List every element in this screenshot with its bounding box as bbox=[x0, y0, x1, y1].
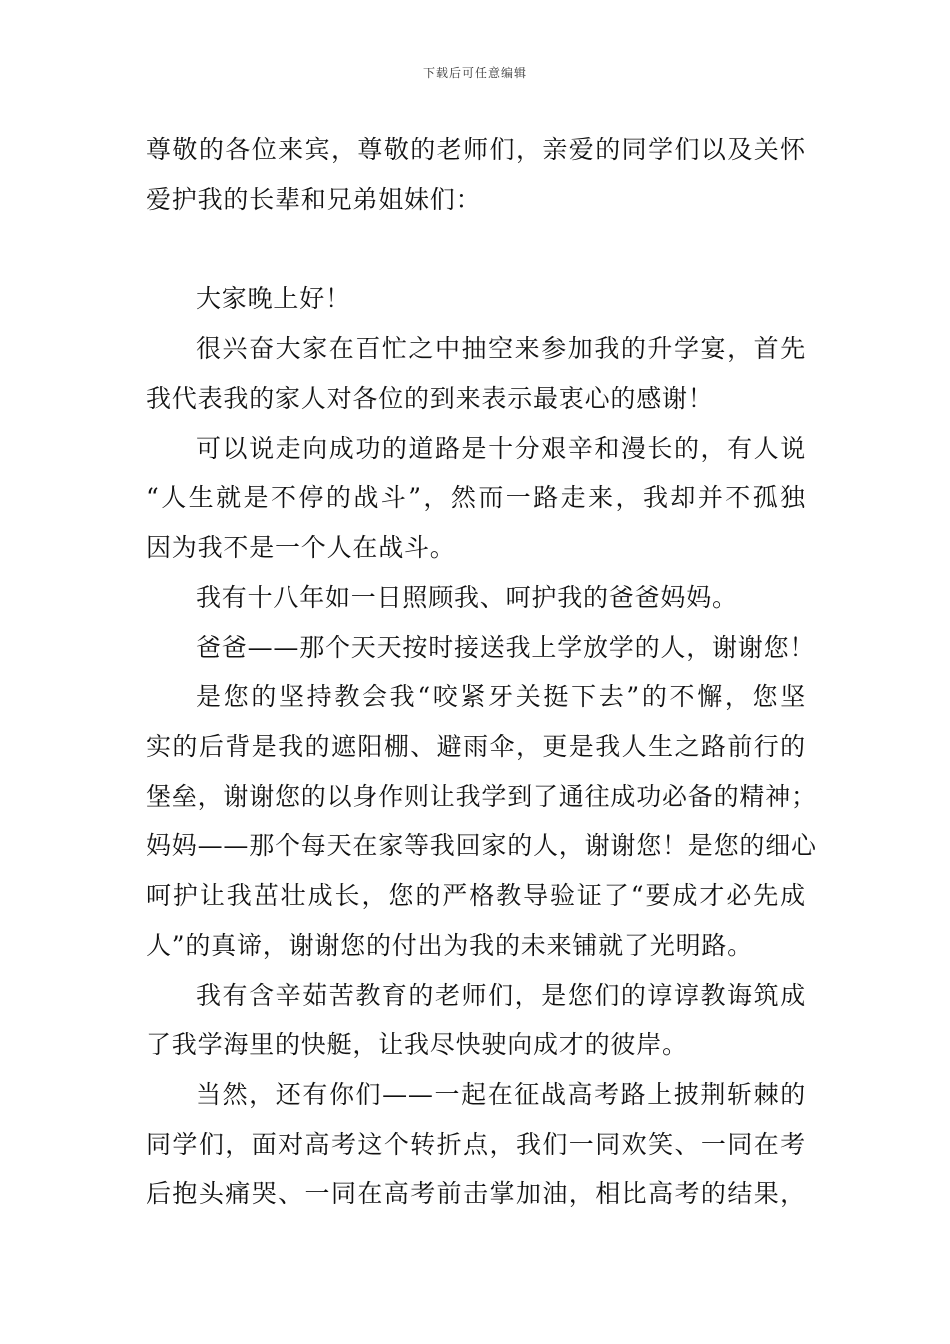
text-line: 堡垒，谢谢您的以身作则让我学到了通往成功必备的精神； bbox=[146, 782, 817, 811]
text-line: 可以说走向成功的道路是十分艰辛和漫长的，有人说 bbox=[196, 434, 806, 463]
text-line: 了我学海里的快艇，让我尽快驶向成才的彼岸。 bbox=[146, 1030, 688, 1059]
text-line: 爸爸——那个天天按时接送我上学放学的人，谢谢您！ bbox=[196, 633, 816, 662]
header-note: 下载后可任意编辑 bbox=[422, 66, 527, 80]
text-line: 因为我不是一个人在战斗。 bbox=[146, 533, 456, 562]
text-line: 我代表我的家人对各位的到来表示最衷心的感谢！ bbox=[146, 384, 714, 413]
text-line: 当然，还有你们——一起在征战高考路上披荆斩棘的 bbox=[196, 1080, 806, 1109]
text-line: 同学们，面对高考这个转折点，我们一同欢笑、一同在考 bbox=[146, 1130, 806, 1159]
text-line: 爱护我的长辈和兄弟姐妹们： bbox=[146, 185, 482, 214]
text-line: 尊敬的各位来宾，尊敬的老师们，亲爱的同学们以及关怀 bbox=[146, 135, 806, 164]
text-line: 我有含辛茹苦教育的老师们，是您们的谆谆教诲筑成 bbox=[196, 981, 806, 1010]
text-line: 是您的坚持教会我“咬紧牙关挺下去”的不懈，您坚 bbox=[196, 682, 806, 711]
text-line: “人生就是不停的战斗”，然而一路走来，我却并不孤独 bbox=[146, 483, 806, 512]
text-line: 实的后背是我的遮阳棚、避雨伞，更是我人生之路前行的 bbox=[146, 732, 806, 761]
text-line: 妈妈——那个每天在家等我回家的人，谢谢您！是您的细心 bbox=[146, 831, 817, 860]
text-line: 我有十八年如一日照顾我、呵护我的爸爸妈妈。 bbox=[196, 583, 738, 612]
text-line: 人”的真谛，谢谢您的付出为我的未来铺就了光明路。 bbox=[146, 931, 753, 960]
text-line: 呵护让我茁壮成长，您的严格教导验证了“要成才必先成 bbox=[146, 881, 806, 910]
text-line: 后抱头痛哭、一同在高考前击掌加油，相比高考的结果， bbox=[146, 1179, 806, 1208]
text-line: 大家晚上好！ bbox=[196, 284, 351, 313]
text-line: 很兴奋大家在百忙之中抽空来参加我的升学宴，首先 bbox=[196, 334, 806, 363]
